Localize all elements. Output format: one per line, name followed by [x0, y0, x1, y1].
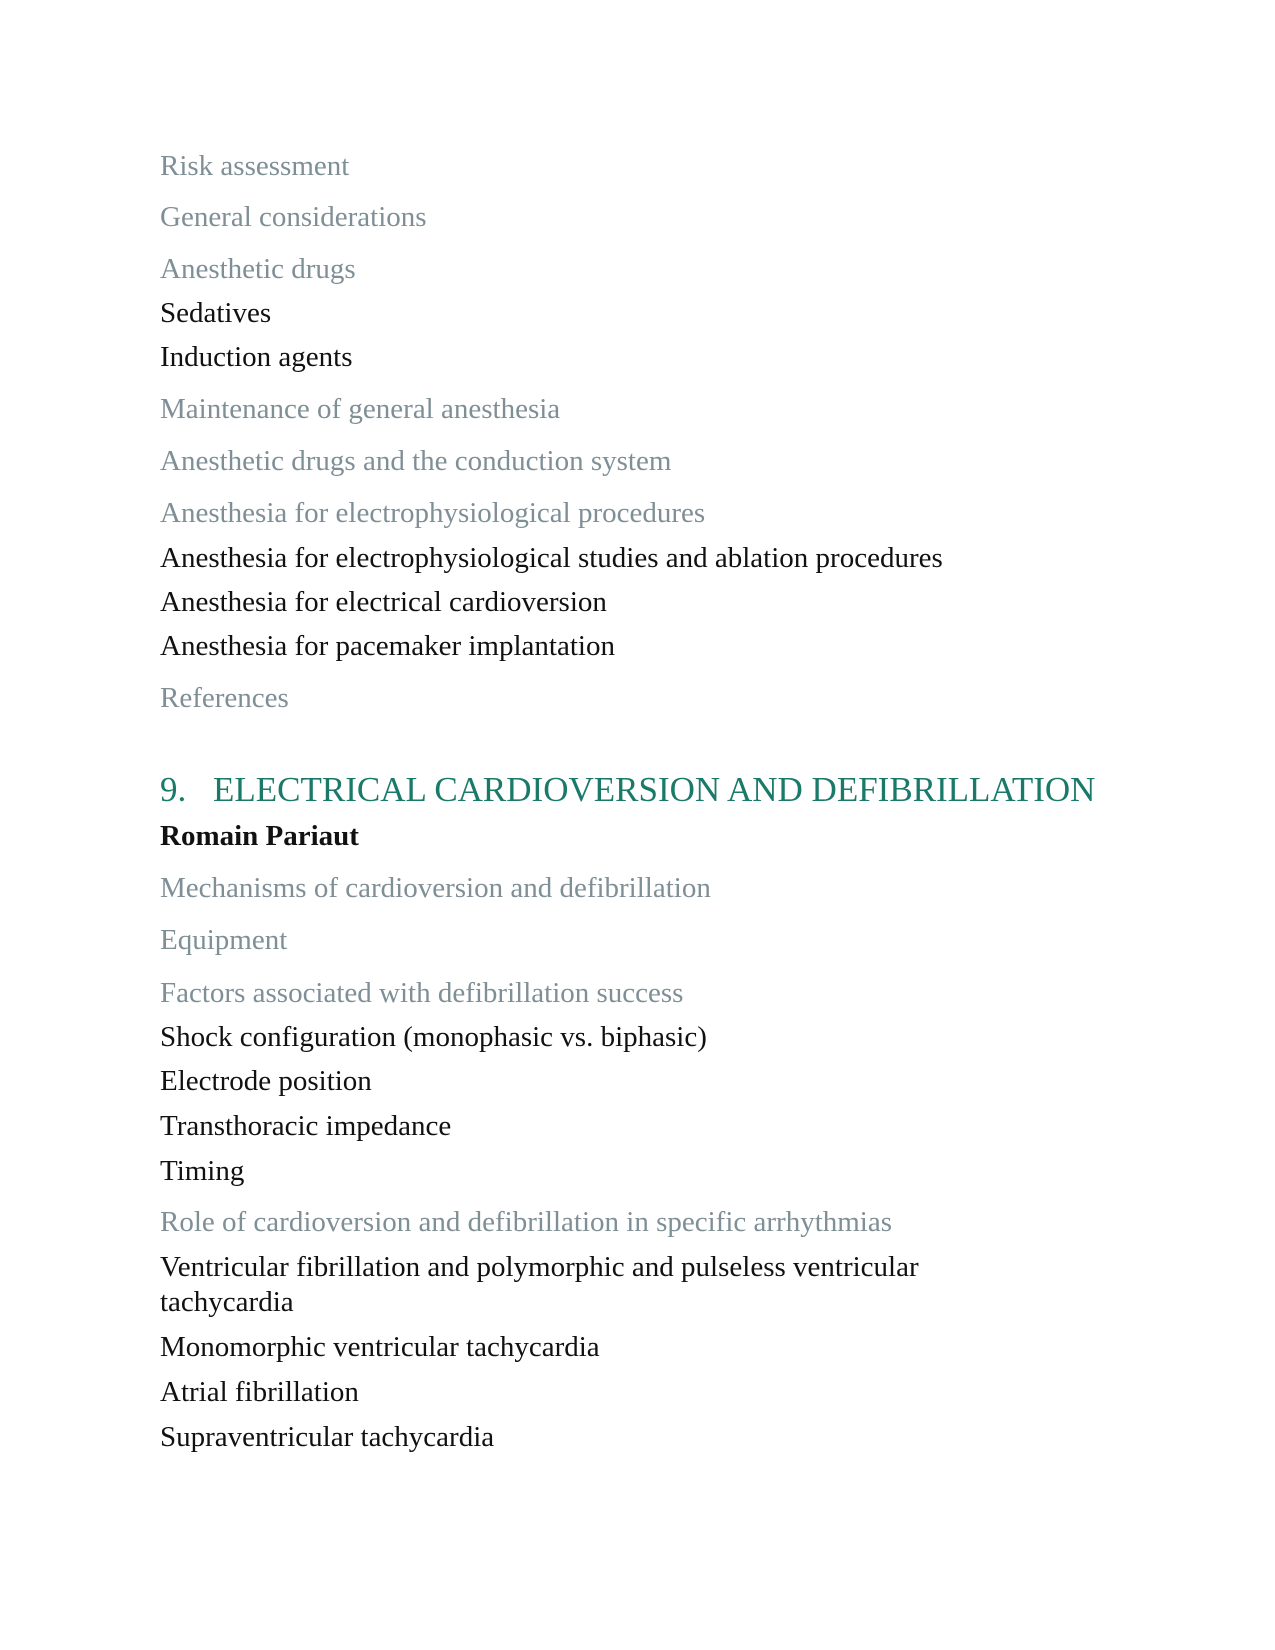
chapter-title-text: ELECTRICAL CARDIOVERSION AND DEFIBRILLATION	[213, 770, 1096, 809]
toc-subsection-entry[interactable]: Anesthesia for electrophysiological studies and ablation procedures	[160, 542, 943, 574]
toc-subsection-entry[interactable]: Ventricular fibrillation and polymorphic and pulseless ventricular	[160, 1251, 919, 1283]
toc-section-entry[interactable]: References	[160, 682, 289, 714]
toc-subsection-entry[interactable]: Timing	[160, 1155, 245, 1187]
toc-subsection-entry[interactable]: Induction agents	[160, 341, 353, 373]
toc-section-entry[interactable]: Factors associated with defibrillation success	[160, 977, 684, 1009]
toc-subsection-entry[interactable]: Anesthesia for pacemaker implantation	[160, 630, 615, 662]
toc-section-entry[interactable]: General considerations	[160, 201, 427, 233]
chapter-title[interactable]	[160, 772, 1095, 807]
chapter-number: 9.	[160, 770, 187, 809]
toc-section-entry[interactable]: Maintenance of general anesthesia	[160, 393, 561, 425]
toc-section-entry[interactable]: Anesthetic drugs	[160, 253, 356, 285]
toc-subsection-entry[interactable]: Transthoracic impedance	[160, 1110, 452, 1142]
toc-subsection-entry[interactable]: Shock configuration (monophasic vs. biphasic)	[160, 1021, 707, 1053]
toc-subsection-entry[interactable]: Electrode position	[160, 1065, 372, 1097]
toc-subsection-entry[interactable]: Sedatives	[160, 297, 272, 329]
toc-section-entry[interactable]: Risk assessment	[160, 150, 350, 182]
toc-subsection-entry[interactable]: Anesthesia for electrical cardioversion	[160, 586, 607, 618]
toc-section-entry[interactable]: Role of cardioversion and defibrillation in specific arrhythmias	[160, 1206, 893, 1238]
toc-section-entry[interactable]: Equipment	[160, 924, 288, 956]
chapter-author: Romain Pariaut	[160, 820, 359, 852]
toc-section-entry[interactable]: Anesthesia for electrophysiological procedures	[160, 497, 706, 529]
toc-subsection-entry-continued[interactable]: tachycardia	[160, 1286, 294, 1318]
toc-subsection-entry[interactable]: Atrial fibrillation	[160, 1376, 359, 1408]
toc-subsection-entry[interactable]: Monomorphic ventricular tachycardia	[160, 1331, 600, 1363]
toc-section-entry[interactable]: Anesthetic drugs and the conduction system	[160, 445, 672, 477]
toc-section-entry[interactable]: Mechanisms of cardioversion and defibrillation	[160, 872, 711, 904]
toc-subsection-entry[interactable]: Supraventricular tachycardia	[160, 1421, 495, 1453]
